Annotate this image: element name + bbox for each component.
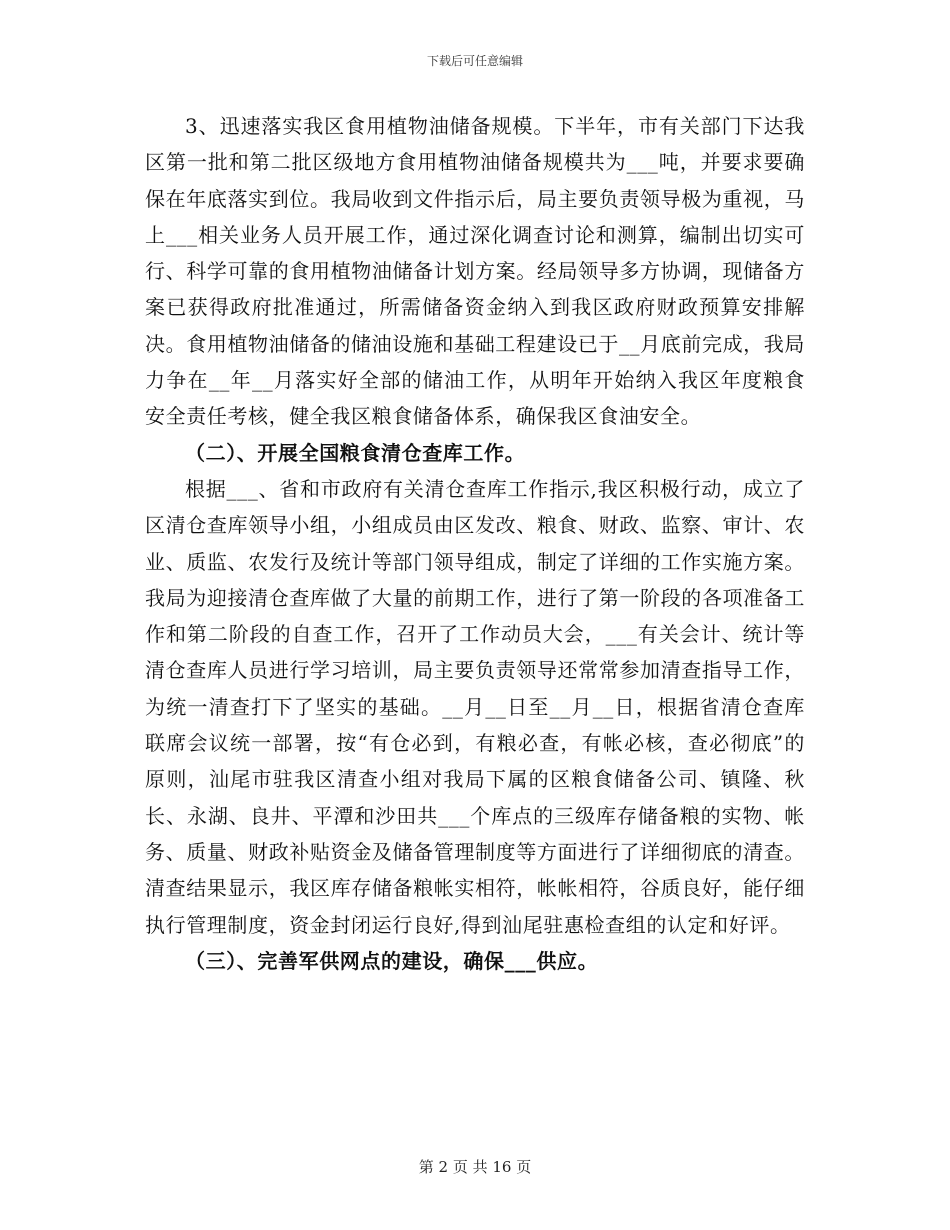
section-heading-grain-inventory-check: （二）、开展全国粮食清仓查库工作。 <box>185 440 526 465</box>
page-footer: 第 2 页 共 16 页 <box>418 1158 532 1176</box>
document-body <box>145 108 805 979</box>
section-heading-military-supply: （三）、完善军供网点的建设，确保___供应。 <box>185 948 599 973</box>
paragraph-edible-oil-reserve: 3、迅速落实我区食用植物油储备规模。下半年，市有关部门下达我区第一批和第二批区级地方食用植物油储备规模共为___吨，并要求要确保在年底落实到位。我局收到文件指示后，局主要负责领导极为重视，马上___相关业务人员开展工作，通过深化调查讨论和测算，编制出切实可行、科学可靠的食用植物油储备计划方案。经局领导多方协调，现储备方案已获得政府批准通过，所需储备资金纳入到我区政府财政预算安排解决。食用植物油储备的储油设施和基础工程建设已于__月底前完成，我局力争在__年__月落实好全部的储油工作，从明年开始纳入我区年度粮食安全责任考核，健全我区粮食储备体系，确保我区食油安全。 <box>145 114 805 429</box>
paragraph-grain-inventory-check: 根据___、省和市政府有关清仓查库工作指示,我区积极行动，成立了区清仓查库领导小组，小组成员由区发改、粮食、财政、监察、审计、农业、质监、农发行及统计等部门领导组成，制定了详细的工作实施方案。我局为迎接清仓查库做了大量的前期工作，进行了第一阶段的各项准备工作和第二阶段的自查工作，召开了工作动员大会，___有关会计、统计等清仓查库人员进行学习培训，局主要负责领导还常常参加清查指导工作，为统一清查打下了坚实的基础。__月__日至__月__日，根据省清仓查库联席会议统一部署，按“有仓必到，有粮必查，有帐必核，查必彻底”的原则，汕尾市驻我区清查小组对我局下属的区粮食储备公司、镇隆、秋长、永湖、良井、平潭和沙田共___个库点的三级库存储备粮的实物、帐务、质量、财政补贴资金及储备管理制度等方面进行了详细彻底的清查。清查结果显示，我区库存储备粮帐实相符，帐帐相符，谷质良好，能仔细执行管理制度，资金封闭运行良好,得到汕尾驻惠检查组的认定和好评。 <box>145 476 805 937</box>
page-header: 下载后可任意编辑 <box>426 54 523 68</box>
